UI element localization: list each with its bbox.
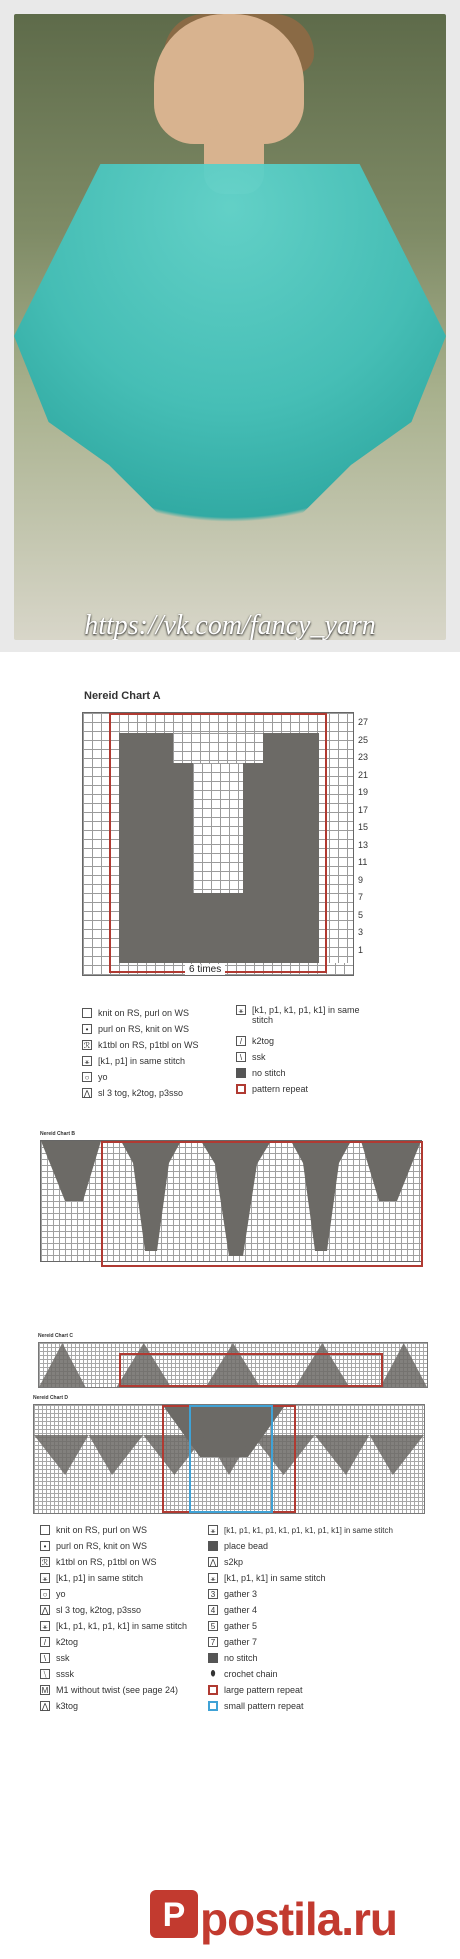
chart-a-right-edge <box>329 713 351 963</box>
legend-item: / k2tog <box>40 1634 215 1650</box>
sl3tog-icon: ⋀ <box>83 1089 91 1098</box>
legend-item: • purl on RS, knit on WS <box>82 1021 222 1037</box>
svg-text:P: P <box>162 1896 186 1934</box>
chart-a-pattern-repeat <box>109 713 327 973</box>
small-repeat-icon <box>208 1701 218 1711</box>
m1-icon: M <box>41 1686 49 1695</box>
legend-item: ⚹ [k1, p1, k1, p1, k1] in same stitch <box>236 1005 376 1033</box>
ktbl-icon: ℛ <box>83 1041 91 1050</box>
chart-c-grid <box>38 1342 428 1388</box>
knit-icon <box>40 1525 50 1535</box>
legend-item: 4 gather 4 <box>208 1602 423 1618</box>
legend-item: ℛ k1tbl on RS, p1tbl on WS <box>83 1040 199 1050</box>
watermark-url: https://vk.com/fancy_yarn <box>84 610 376 640</box>
chart-a-left-edge <box>83 713 107 963</box>
chart-c-pattern-repeat <box>119 1353 383 1387</box>
legend-item: ○ yo <box>82 1069 222 1085</box>
chart-a-legend-right <box>236 1005 376 1097</box>
legend-item: knit on RS, purl on WS <box>40 1522 215 1538</box>
chart-a-repeat-label: 6 times <box>185 964 225 975</box>
chart-d-small-repeat <box>189 1405 273 1513</box>
gather4-icon: 4 <box>208 1605 218 1615</box>
legend-item: knit on RS, purl on WS <box>82 1005 222 1021</box>
row-number: 13 <box>358 839 369 850</box>
legend-item: pattern repeat <box>236 1081 376 1097</box>
legend-item: place bead <box>208 1538 423 1554</box>
row-number: 9 <box>358 874 364 885</box>
legend-item: ○ yo <box>40 1586 215 1602</box>
row-number: 3 <box>358 927 364 937</box>
chart-a-row-numbers <box>358 714 378 959</box>
legend-item: ℛ k1tbl on RS, p1tbl on WS <box>41 1557 157 1567</box>
k1p1-icon: ⚹ <box>82 1056 92 1066</box>
legend-item: ⋀ sl 3 tog, k2tog, p3sso <box>83 1088 184 1098</box>
legend-item: \ ssk <box>40 1650 215 1666</box>
legend-item: ⬮ crochet chain <box>208 1666 423 1682</box>
chart-b-no-stitch <box>41 1141 101 1201</box>
legend-item: \ ssk <box>236 1049 376 1065</box>
gather5-icon: 5 <box>208 1621 218 1631</box>
legend-item: 7 gather 7 <box>208 1634 423 1650</box>
ssk-icon: \ <box>40 1653 50 1663</box>
k2tog-icon: / <box>40 1637 50 1647</box>
legend-item: large pattern repeat <box>208 1682 423 1698</box>
legend-item: • purl on RS, knit on WS <box>40 1538 215 1554</box>
k1p1k1-icon: ⚹ <box>208 1573 218 1583</box>
ktbl-icon: ℛ <box>41 1558 49 1567</box>
legend-item: ⚹ [k1, p1] in same stitch <box>40 1570 215 1586</box>
chart-d-title: Nereid Chart D <box>33 1395 69 1401</box>
purl-icon: • <box>82 1024 92 1034</box>
legend-item: 3 gather 3 <box>208 1586 423 1602</box>
gather7-icon: 7 <box>208 1637 218 1647</box>
row-number: 7 <box>358 892 364 902</box>
row-number: 11 <box>358 857 368 867</box>
legend-item: small pattern repeat <box>208 1698 423 1714</box>
legend-item: M M1 without twist (see page 24) <box>41 1685 179 1695</box>
legend-item: 5 gather 5 <box>208 1618 423 1634</box>
chart-d-grid <box>33 1404 425 1514</box>
postila-logo-icon <box>150 1890 198 1938</box>
legend-item: ⋀ k3tog <box>41 1701 79 1711</box>
row-number: 17 <box>358 804 369 815</box>
k1p1x-icon: ⚹ <box>236 1005 246 1015</box>
legend2-right <box>208 1522 423 1714</box>
knit-icon <box>82 1008 92 1018</box>
legend-item: ⚹ [k1, p1, k1] in same stitch <box>208 1570 423 1586</box>
ssk-icon: \ <box>236 1052 246 1062</box>
sssk-icon: ⧹ <box>40 1669 50 1679</box>
crochet-chain-icon: ⬮ <box>208 1669 218 1679</box>
legend-item: ⚹ [k1, p1, k1, p1, k1] in same stitch <box>40 1618 215 1634</box>
chart-b-title: Nereid Chart B <box>40 1131 76 1137</box>
s2kp-icon: ⋀ <box>209 1558 217 1567</box>
shawl-photo <box>0 0 460 652</box>
row-number: 15 <box>358 822 369 832</box>
row-number: 27 <box>358 717 369 727</box>
sl3tog-icon: ⋀ <box>41 1606 49 1615</box>
row-number: 1 <box>358 944 364 955</box>
yo-icon: ○ <box>40 1589 50 1599</box>
chart-a-title: Nereid Chart A <box>84 690 161 702</box>
photo-frame <box>14 14 446 640</box>
k1p1x-icon: ⚹ <box>40 1621 50 1631</box>
row-number: 5 <box>358 909 364 920</box>
legend-item: / k2tog <box>236 1033 376 1049</box>
large-repeat-icon <box>208 1685 218 1695</box>
k2tog-icon: / <box>236 1036 246 1046</box>
no-stitch-icon <box>236 1068 246 1078</box>
chart-c-title: Nereid Chart C <box>38 1333 74 1339</box>
legend-item: ⚹ [k1, p1, k1, p1, k1, p1, k1, p1, k1] in same stitch <box>208 1522 423 1538</box>
lace-shawl <box>14 164 446 594</box>
yo-icon: ○ <box>82 1072 92 1082</box>
legend-item: ⚹ [k1, p1] in same stitch <box>82 1053 222 1069</box>
k1p1x9-icon: ⚹ <box>208 1525 218 1535</box>
legend-item: ⋀ sl 3 tog, k2tog, p3sso <box>41 1605 142 1615</box>
legend-item: no stitch <box>208 1650 423 1666</box>
bead-icon <box>208 1541 218 1551</box>
row-number: 21 <box>358 769 369 780</box>
row-number: 19 <box>358 787 369 797</box>
chart-a-legend-left <box>82 1005 222 1101</box>
legend-item: no stitch <box>236 1065 376 1081</box>
repeat-icon <box>236 1084 246 1094</box>
legend-item: ⧹ sssk <box>40 1666 215 1682</box>
chart-b-pattern-repeat <box>101 1141 423 1267</box>
legend-item: ⋀ s2kp <box>209 1557 244 1567</box>
no-stitch-icon <box>208 1653 218 1663</box>
postila-logo-text[interactable]: postila.ru <box>200 1893 398 1945</box>
k1p1-icon: ⚹ <box>40 1573 50 1583</box>
purl-icon: • <box>40 1541 50 1551</box>
legend2-left <box>40 1522 215 1714</box>
gather3-icon: 3 <box>208 1589 218 1599</box>
chart-b-grid <box>40 1140 422 1262</box>
row-number: 25 <box>358 734 369 745</box>
k3tog-icon: ⋀ <box>41 1702 49 1711</box>
chart-a-grid <box>82 712 354 976</box>
row-number: 23 <box>358 752 369 762</box>
